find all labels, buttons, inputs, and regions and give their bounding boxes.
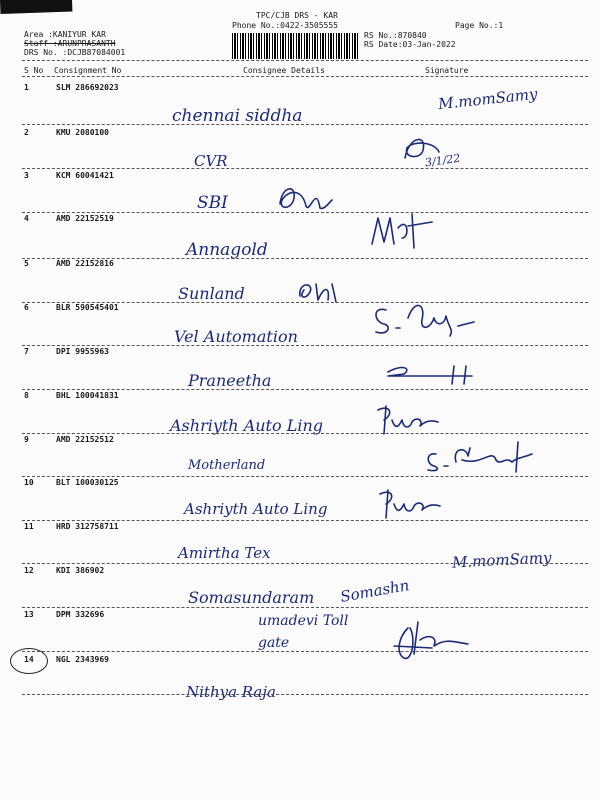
- row-sno: 9: [24, 435, 29, 444]
- page-number: Page No.:1: [455, 21, 504, 30]
- row-sno: 1: [24, 83, 29, 92]
- row-divider: [22, 694, 588, 695]
- row-consignment: KDI 386902: [56, 566, 105, 575]
- columns-divider: [22, 76, 588, 77]
- area-label: Area :KANIYUR KAR: [24, 30, 106, 39]
- row-consignment: BHL 100041831: [56, 391, 119, 400]
- row-signature: 3/1/22: [424, 151, 462, 170]
- row-sno: 11: [24, 522, 34, 531]
- row-divider: [22, 433, 588, 434]
- row-divider: [22, 607, 588, 608]
- row-consignee: Ashriyth Auto Ling: [184, 500, 328, 518]
- row-consignee: Sunland: [178, 284, 245, 303]
- col-consignment: Consignment No: [54, 66, 122, 75]
- row-consignee: CVR: [194, 152, 228, 170]
- row-consignment: AMD 22152512: [56, 435, 114, 444]
- phone-number: Phone No.:0422-3505555: [232, 21, 338, 30]
- row-sno: 4: [24, 214, 29, 223]
- row-consignee: Motherland: [188, 458, 266, 473]
- row-consignee: Ashriyth Auto Ling: [170, 416, 323, 435]
- row-sno: 5: [24, 259, 29, 268]
- row-consignee: umadevi Toll gate: [258, 613, 349, 651]
- row-consignee: Somasundaram: [188, 588, 315, 607]
- rs-number: RS No.:870840: [364, 31, 427, 40]
- signature-scribble: [382, 362, 492, 388]
- row-consignment: AMD 22152816: [56, 259, 114, 268]
- row-consignment: NGL 2343969: [56, 655, 109, 664]
- row-consignee: chennai siddha: [172, 106, 303, 126]
- row-consignee: Nithya Raja: [186, 683, 276, 701]
- row-consignment: BLR 590545401: [56, 303, 119, 312]
- row-divider: [22, 520, 588, 521]
- row-divider: [22, 345, 588, 346]
- row-sno: 12: [24, 566, 34, 575]
- header-divider: [22, 60, 588, 61]
- row-consignee: Annagold: [186, 240, 268, 260]
- row-divider: [22, 212, 588, 213]
- row-consignee: Amirtha Tex: [178, 544, 271, 562]
- row-consignee: Vel Automation: [174, 327, 298, 346]
- signature-scribble: [422, 438, 542, 474]
- row-divider: [22, 124, 588, 125]
- drs-number: DRS No. :DCJB87084001: [24, 48, 126, 57]
- row-divider: [22, 476, 588, 477]
- row-consignment: KCM 60041421: [56, 171, 114, 180]
- staff-label: Staff :ARUNPRASANTH: [24, 39, 116, 48]
- row-consignment: BLT 100030125: [56, 478, 119, 487]
- signature-scribble: [272, 180, 352, 216]
- row-signature: M.momSamy: [437, 84, 539, 114]
- row-divider: [22, 563, 588, 564]
- report-title: TPC/CJB DRS - KAR: [256, 11, 338, 20]
- row-consignment: HRD 312758711: [56, 522, 119, 531]
- row-consignment: KMU 2080100: [56, 128, 109, 137]
- row-consignment: DPM 332696: [56, 610, 105, 619]
- row-consignment: SLM 286692023: [56, 83, 119, 92]
- signature-scribble: [370, 296, 480, 342]
- redaction-mark: [0, 0, 72, 14]
- row-divider: [22, 168, 588, 169]
- barcode: [232, 33, 358, 59]
- row-sno: 13: [24, 610, 34, 619]
- col-consignee: Consignee Details: [243, 66, 325, 75]
- row-sno: 6: [24, 303, 29, 312]
- row-consignee: SBI: [197, 193, 228, 213]
- signature-scribble: [368, 208, 438, 254]
- row-sno: 14: [24, 655, 34, 664]
- row-consignment: DPI 9955963: [56, 347, 109, 356]
- row-sno: 8: [24, 391, 29, 400]
- row-consignment: AMD 22152519: [56, 214, 114, 223]
- col-sno: S No: [24, 66, 44, 75]
- row-signature: Somashn: [338, 576, 411, 606]
- row-signature: M.momSamy: [451, 548, 552, 572]
- row-sno: 7: [24, 347, 29, 356]
- signature-scribble: [388, 618, 478, 668]
- col-signature: Signature: [425, 66, 469, 75]
- row-divider: [22, 651, 588, 652]
- row-consignee: Praneetha: [188, 371, 272, 390]
- signature-scribble: [376, 486, 446, 522]
- row-sno: 2: [24, 128, 29, 137]
- row-sno: 10: [24, 478, 34, 487]
- rs-date: RS Date:03-Jan-2022: [364, 40, 456, 49]
- row-sno: 3: [24, 171, 29, 180]
- row-divider: [22, 389, 588, 390]
- signature-scribble: [294, 278, 344, 304]
